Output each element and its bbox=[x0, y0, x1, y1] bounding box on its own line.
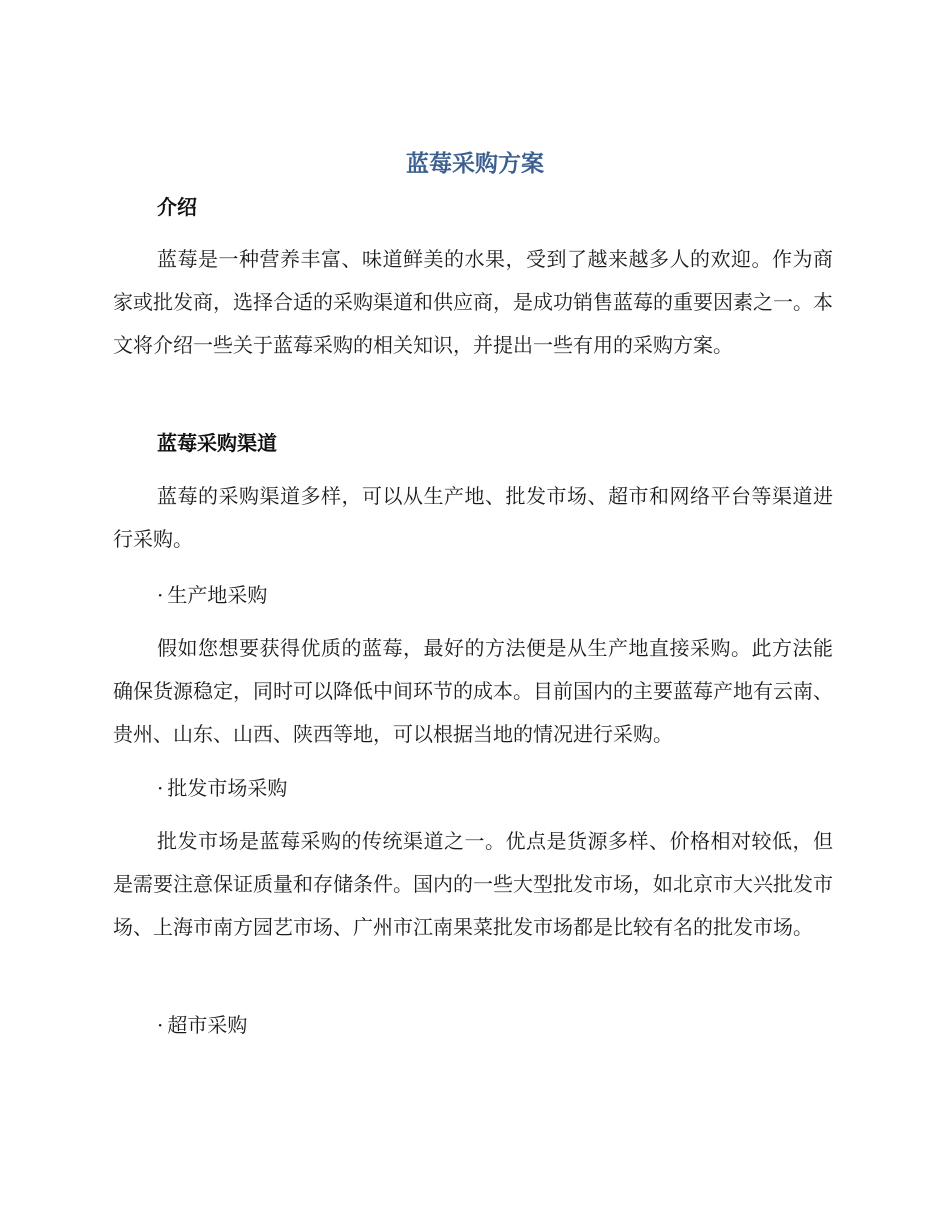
section-heading-intro: 介绍 bbox=[157, 195, 197, 219]
bullet-item-supermarket bbox=[157, 1010, 247, 1040]
section-heading-channels: 蓝莓采购渠道 bbox=[157, 431, 277, 455]
paragraph-intro: 蓝莓是一种营养丰富、味道鲜美的水果，受到了越来越多人的欢迎。作为商家或批发商，选择合适的采购渠道和供应商，是成功销售蓝莓的重要因素之一。本文将介绍一些关于蓝莓采购的相关知识，并提出一些有用的采购方案。 bbox=[113, 247, 833, 357]
bullet-label-wholesale: 批发市场采购 bbox=[167, 776, 288, 800]
bullet-label-origin: 生产地采购 bbox=[167, 583, 268, 607]
paragraph-channels: 蓝莓的采购渠道多样，可以从生产地、批发市场、超市和网络平台等渠道进行采购。 bbox=[113, 484, 833, 551]
bullet-item-origin bbox=[157, 580, 267, 610]
bullet-dot: · bbox=[157, 1013, 164, 1037]
bullet-dot: · bbox=[157, 583, 164, 607]
document-title: 蓝莓采购方案 bbox=[406, 151, 544, 177]
bullet-label-supermarket: 超市采购 bbox=[167, 1013, 248, 1037]
paragraph-origin: 假如您想要获得优质的蓝莓，最好的方法便是从生产地直接采购。此方法能确保货源稳定，同时可以降低中间环节的成本。目前国内的主要蓝莓产地有云南、贵州、山东、山西、陕西等地，可以根据当地的情况进行采购。 bbox=[113, 636, 833, 746]
paragraph-wholesale: 批发市场是蓝莓采购的传统渠道之一。优点是货源多样、价格相对较低，但是需要注意保证质量和存储条件。国内的一些大型批发市场，如北京市大兴批发市场、上海市南方园艺市场、广州市江南果菜批发市场都是比较有名的批发市场。 bbox=[113, 829, 833, 939]
bullet-dot: · bbox=[157, 776, 164, 800]
bullet-item-wholesale bbox=[157, 773, 287, 803]
